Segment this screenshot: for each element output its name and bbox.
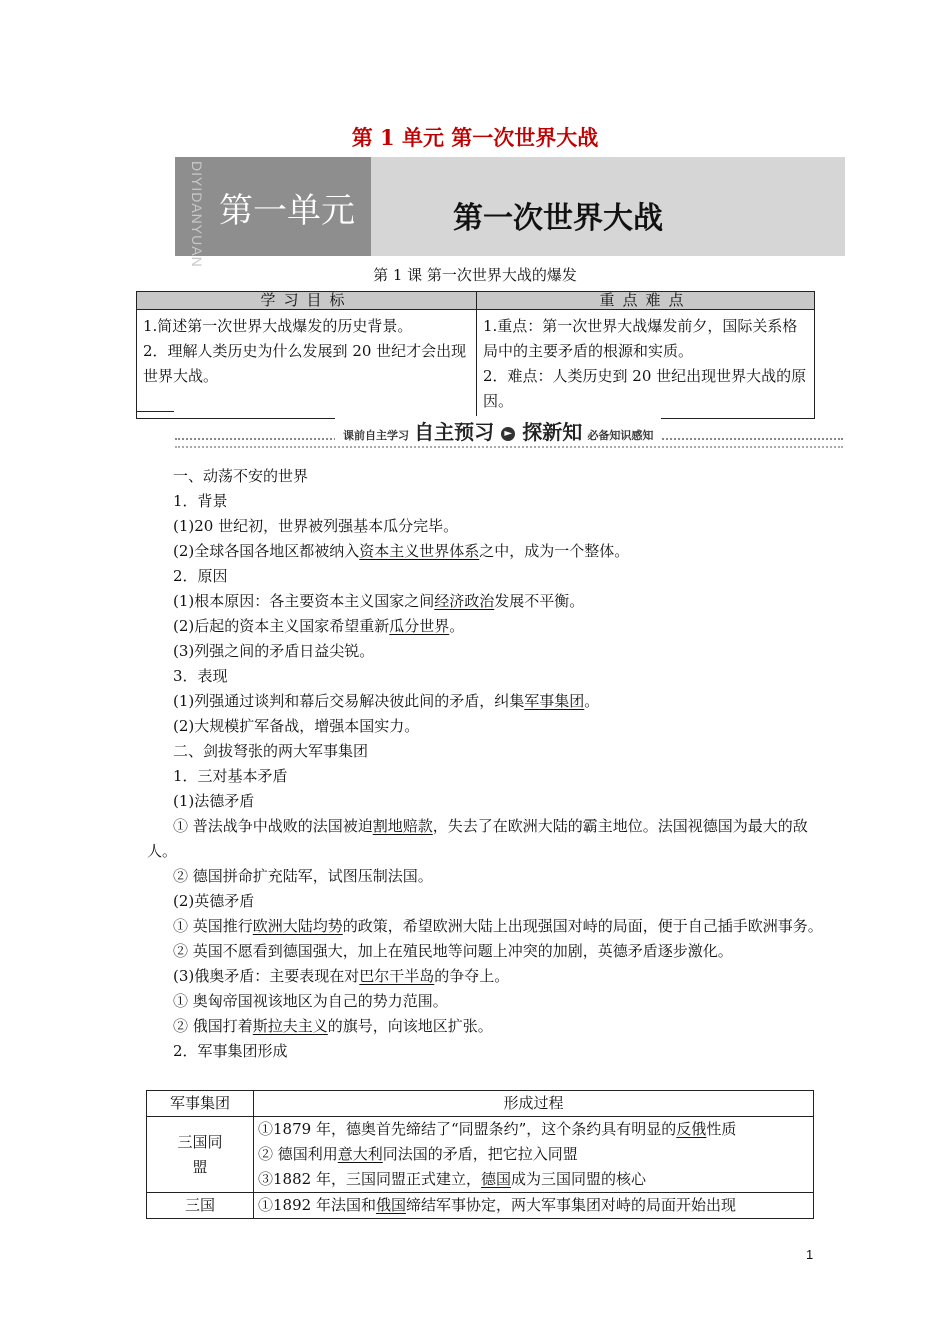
process-line: ② 德国利用意大利同法国的矛盾，把它拉入同盟 <box>258 1145 578 1163</box>
fill-in-answer: 瓜分世界 <box>389 617 450 635</box>
process-line: ①1879 年，德奥首先缔结了“同盟条约”，这个条约具有明显的反俄性质 <box>258 1120 737 1138</box>
fill-in-answer: 俄国 <box>375 1196 406 1214</box>
goal-item: 2．理解人类历史为什么发展到 20 世纪才会出现世界大战。 <box>143 342 467 385</box>
content-line: (1)20 世纪初，世界被列强基本瓜分完毕。 <box>173 517 459 535</box>
bloc-process-triple-alliance <box>254 1117 814 1193</box>
section-banner-title <box>335 416 661 444</box>
section-banner-heading-1: 自主预习 <box>414 420 495 444</box>
fill-in-answer: 资本主义世界体系 <box>359 542 480 560</box>
bloc-process-triple-entente <box>254 1193 814 1219</box>
document-title: 第 1 单元 第一次世界大战 <box>351 125 599 150</box>
section-banner <box>175 416 843 446</box>
key-point-item: 1.重点：第一次世界大战爆发前夕，国际关系格局中的主要矛盾的根源和实质。 <box>483 317 798 360</box>
content-line: ② 德国拼命扩充陆军，试图压制法国。 <box>173 867 433 885</box>
fill-in-answer: 意大利 <box>337 1145 383 1163</box>
section-banner-right-caption: 必备知识感知 <box>587 429 654 442</box>
content-line: ① 普法战争中战败的法国被迫割地赔款，失去了在欧洲大陆的霸主地位。法国视德国为最大的敌人。 <box>147 817 808 860</box>
subsection-heading: 2．原因 <box>173 567 228 585</box>
subsection-heading: 1．三对基本矛盾 <box>173 767 288 785</box>
fill-in-answer: 德国 <box>480 1170 511 1188</box>
content-line: ② 俄国打着斯拉夫主义的旗号，向该地区扩张。 <box>173 1017 493 1035</box>
content-line: (1)根本原因：各主要资本主义国家之间经济政治发展不平衡。 <box>173 592 585 610</box>
key-point-item: 2．难点：人类历史到 20 世纪出现世界大战的原因。 <box>483 367 807 410</box>
content-line: (1)列强通过谈判和幕后交易解决彼此间的矛盾，纠集军事集团。 <box>173 692 600 710</box>
subsection-heading: 1．背景 <box>173 492 228 510</box>
goals-header-objectives: 学习目标 <box>137 292 477 310</box>
content-line: ② 英国不愿看到德国强大，加上在殖民地等问题上冲突的加剧，英德矛盾逐步激化。 <box>173 942 733 960</box>
fill-in-answer: 巴尔干半岛 <box>359 967 435 985</box>
page-number: 1 <box>806 1247 814 1262</box>
fill-in-answer: 斯拉夫主义 <box>252 1017 328 1035</box>
fill-in-answer: 反俄 <box>676 1120 707 1138</box>
section-banner-heading-2: 探新知 <box>522 420 583 444</box>
content-line: (2)后起的资本主义国家希望重新瓜分世界。 <box>173 617 465 635</box>
banner-vertical-text: DIYIDANYUAN <box>189 161 205 268</box>
fill-in-answer: 经济政治 <box>434 592 495 610</box>
content-line: ① 英国推行欧洲大陆均势的政策，希望欧洲大陆上出现强国对峙的局面，便于自己插手欧洲事务。 <box>173 917 823 935</box>
section-heading: 二、剑拔弩张的两大军事集团 <box>173 742 369 760</box>
bloc-header-process: 形成过程 <box>254 1091 814 1117</box>
content-body <box>147 464 827 1064</box>
subsection-heading: 2．军事集团形成 <box>173 1042 288 1060</box>
process-line: ①1892 年法国和俄国缔结军事协定，两大军事集团对峙的局面开始出现 <box>258 1196 736 1214</box>
lesson-title: 第 1 课 第一次世界大战的爆发 <box>373 266 577 284</box>
subsection-heading: 3．表现 <box>173 667 228 685</box>
section-heading: 一、动荡不安的世界 <box>173 467 309 485</box>
process-line: ③1882 年，三国同盟正式建立，德国成为三国同盟的核心 <box>258 1170 646 1188</box>
content-line: (2)大规模扩军备战，增强本国实力。 <box>173 717 420 735</box>
fill-in-answer: 军事集团 <box>524 692 585 710</box>
goals-key-points-cell <box>477 310 815 419</box>
goal-item: 1.简述第一次世界大战爆发的历史背景。 <box>143 317 413 335</box>
goals-table <box>136 291 815 419</box>
content-line: (1)法德矛盾 <box>173 792 255 810</box>
bloc-header-name: 军事集团 <box>147 1091 254 1117</box>
unit-banner-label-block <box>175 157 371 268</box>
goals-objectives-cell <box>137 310 477 419</box>
banner-unit-label: 第一单元 <box>219 191 355 231</box>
content-line: (3)列强之间的矛盾日益尖锐。 <box>173 642 375 660</box>
goals-header-key-points: 重点难点 <box>477 292 815 310</box>
fill-in-answer: 割地赔款 <box>372 817 433 835</box>
section-banner-left-caption: 课前自主学习 <box>343 429 409 442</box>
content-line: ① 奥匈帝国视该地区为自己的势力范围。 <box>173 992 448 1010</box>
banner-unit-name: 第一次世界大战 <box>453 201 663 236</box>
content-line: (2)英德矛盾 <box>173 892 255 910</box>
fill-in-answer: 欧洲大陆均势 <box>252 917 343 935</box>
content-line: (2)全球各国各地区都被纳入资本主义世界体系之中，成为一个整体。 <box>173 542 630 560</box>
arrow-icon: ► <box>501 427 515 441</box>
military-blocs-table <box>146 1090 814 1219</box>
table-underline <box>136 411 174 412</box>
content-line: (3)俄奥矛盾：主要表现在对巴尔干半岛的争夺上。 <box>173 967 510 985</box>
bloc-name-triple-entente: 三国 <box>147 1193 254 1219</box>
unit-banner <box>175 157 845 268</box>
bloc-name-triple-alliance: 三国同盟 <box>147 1117 254 1193</box>
